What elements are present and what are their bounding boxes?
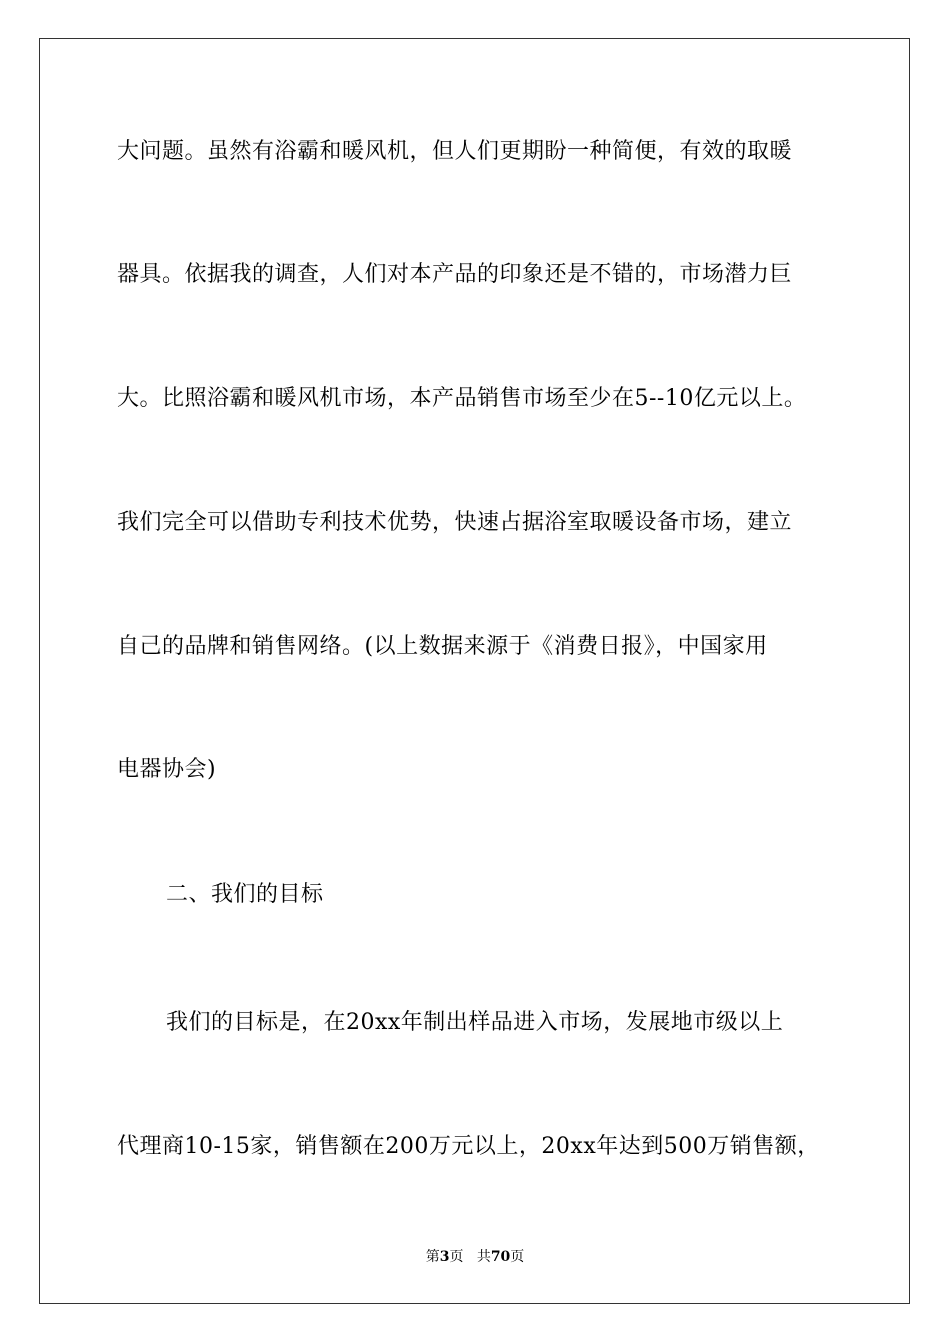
page-number: 3 bbox=[439, 1249, 450, 1265]
body-line-5: 自己的品牌和销售网络。(以上数据来源于《消费日报》，中国家用 bbox=[117, 634, 768, 659]
total-prefix: 共 bbox=[476, 1249, 491, 1265]
body-line-9: 代理商10-15家，销售额在200万元以上，20xx年达到500万销售额， bbox=[117, 1134, 820, 1159]
body-line-4: 我们完全可以借助专利技术优势，快速占据浴室取暖设备市场，建立 bbox=[117, 510, 793, 535]
body-line-1: 大问题。虽然有浴霸和暖风机，但人们更期盼一种简便，有效的取暖 bbox=[117, 139, 793, 164]
total-pages: 70 bbox=[490, 1249, 511, 1265]
page-border bbox=[39, 38, 910, 1304]
page-prefix: 第 bbox=[425, 1249, 440, 1265]
page-suffix: 页 bbox=[449, 1249, 464, 1265]
body-line-3: 大。比照浴霸和暖风机市场，本产品销售市场至少在5--10亿元以上。 bbox=[117, 386, 807, 411]
body-line-2: 器具。依据我的调查，人们对本产品的印象还是不错的，市场潜力巨 bbox=[117, 262, 793, 287]
section-heading: 二、我们的目标 bbox=[166, 882, 324, 907]
body-line-6: 电器协会) bbox=[117, 757, 217, 782]
total-suffix: 页 bbox=[510, 1249, 525, 1265]
page-footer bbox=[0, 1247, 950, 1267]
body-line-8: 我们的目标是，在20xx年制出样品进入市场，发展地市级以上 bbox=[166, 1010, 784, 1035]
